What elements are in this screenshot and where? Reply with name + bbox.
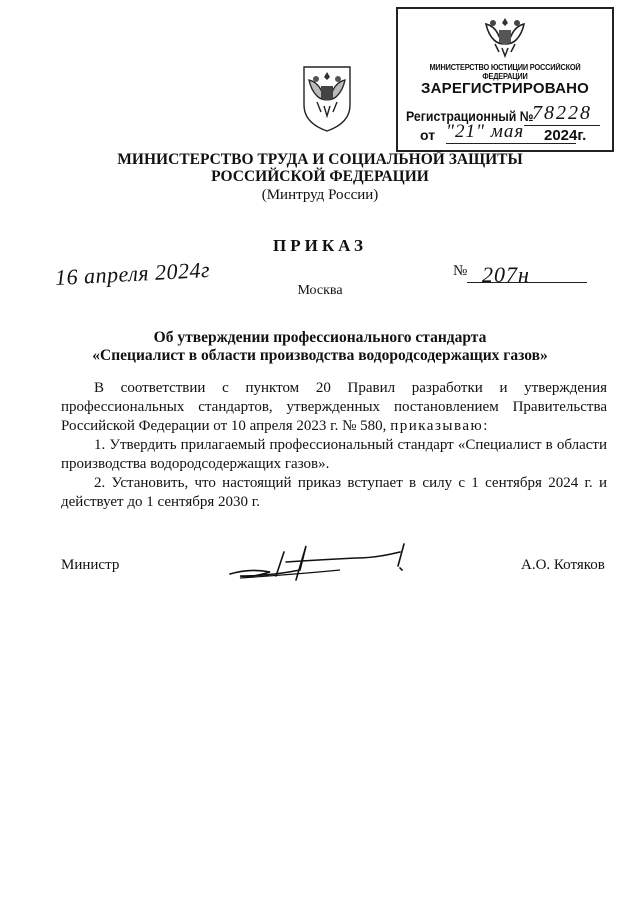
stamp-reg-number: 78228 (524, 102, 600, 126)
order-number-handwritten: 207н (482, 262, 530, 287)
order-item-1: 1. Утвердить прилагаемый профессиональный стандарт «Специалист в области производства водородсодержащих газов». (61, 437, 607, 472)
order-verb: приказываю (390, 418, 484, 434)
order-item-2: 2. Установить, что настоящий приказ вступает в силу с 1 сентября 2024 г. и действует до 1 сентября 2030 г. (61, 475, 607, 510)
signatory-name: А.О. Котяков (521, 557, 605, 573)
stamp-registered-label: ЗАРЕГИСТРИРОВАНО (420, 80, 590, 97)
stamp-year: 2024г. (544, 127, 587, 144)
signatory-role: Министр (61, 557, 120, 573)
preamble-text: В соответствии с пунктом 20 Правил разработки и утверждения профессиональных стандартов, утвержденных постановлением Правительства Российской Федерации от 10 апреля 2023 г. № 580, (61, 380, 607, 434)
ministry-name-line1: МИНИСТЕРСТВО ТРУДА И СОЦИАЛЬНОЙ ЗАЩИТЫ (117, 151, 523, 168)
stamp-reg-label: Регистрационный № (406, 108, 534, 124)
stamp-emblem-icon (480, 14, 530, 60)
ministry-name-line2: РОССИЙСКОЙ ФЕДЕРАЦИИ (211, 168, 429, 185)
order-date-handwritten: 16 апреля 2024г (54, 256, 211, 291)
preamble-colon: : (483, 418, 488, 434)
stamp-date-prefix: от (420, 127, 436, 143)
preamble-paragraph (61, 379, 607, 436)
coat-of-arms-icon (301, 64, 353, 134)
order-body (61, 379, 607, 512)
handwritten-signature (226, 540, 416, 590)
subject-line2: «Специалист в области производства водородсодержащих газов» (92, 347, 548, 364)
stamp-date-handwritten: "21" мая (446, 121, 576, 144)
ministry-short-name: (Минтруд России) (261, 187, 379, 203)
order-number-label: № (453, 263, 468, 279)
stamp-ministry-name: МИНИСТЕРСТВО ЮСТИЦИИ РОССИЙСКОЙ ФЕДЕРАЦИИ (429, 63, 581, 81)
document-type: ПРИКАЗ (273, 236, 367, 255)
subject-line1: Об утверждении профессионального стандарта (153, 329, 487, 346)
city: Москва (297, 283, 343, 298)
registration-stamp (396, 7, 614, 152)
